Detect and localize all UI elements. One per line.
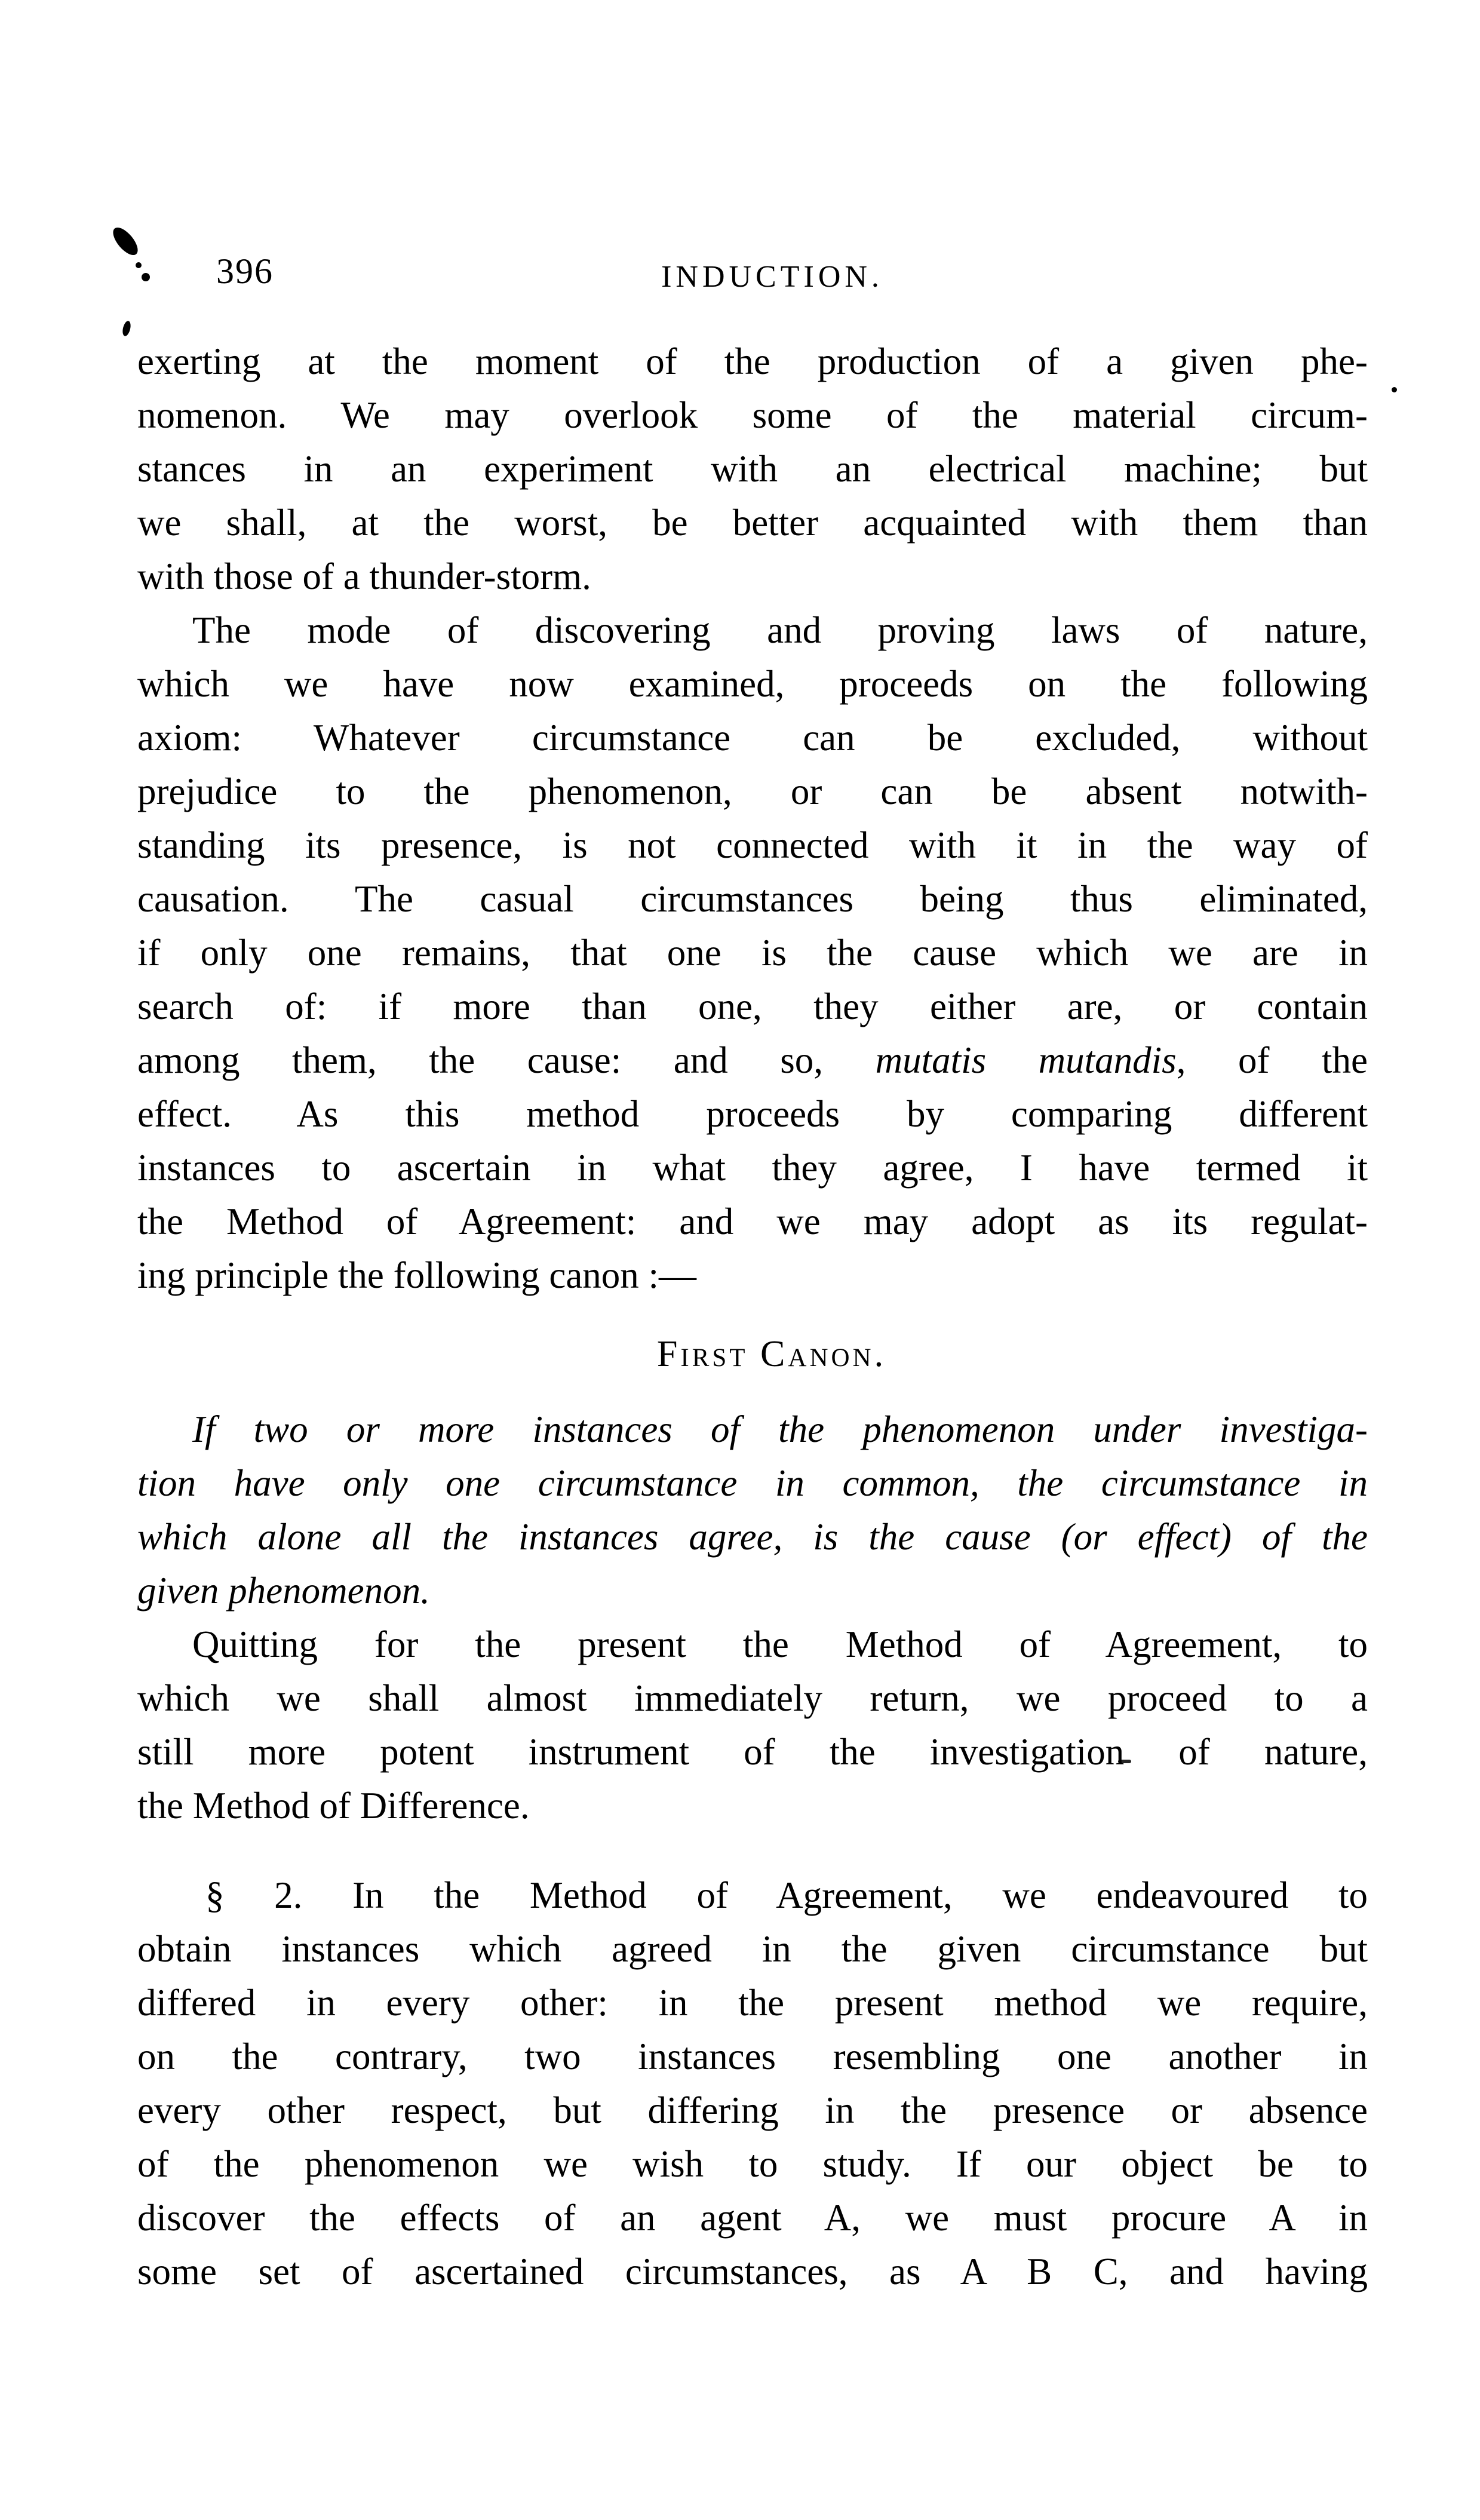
text-line: standing its presence, is not connected with it in the way of [137,824,1368,866]
text-line: If two or more instances of the phenomenon under investiga- [192,1408,1368,1450]
text-line: given phenomenon. [137,1570,430,1612]
text-line: Quitting for the present the Method of Agreement, to [192,1623,1368,1665]
canon-text [137,1402,1368,1617]
ink-speck [1392,387,1397,392]
text-line: axiom: Whatever circumstance can be excluded, without [137,717,1368,759]
text-line: tion have only one circumstance in common, the circumstance in [137,1462,1368,1504]
text-line: search of: if more than one, they either are, or contain [137,986,1368,1027]
text-line: of the phenomenon we wish to study. If our object be to [137,2143,1368,2185]
text-line: stances in an experiment with an electrical machine; but [137,448,1368,490]
paragraph-section-2 [137,1868,1368,2298]
text-line: exerting at the moment of the production of a given phe- [137,340,1368,382]
text-line: still more potent instrument of the investigation of nature, [137,1731,1368,1773]
paragraph-quitting [137,1617,1368,1833]
text-line: if only one remains, that one is the cause which we are in [137,932,1368,974]
running-head: INDUCTION. [661,260,883,294]
text-line: § 2. In the Method of Agreement, we endeavoured to [205,1874,1368,1916]
text-line: some set of ascertained circumstances, as A B C, and having [137,2251,1368,2292]
text-line: obtain instances which agreed in the given circumstance but [137,1928,1368,1970]
text-line: nomenon. We may overlook some of the material circum- [137,394,1368,436]
text-line: we shall, at the worst, be better acquainted with them than [137,502,1368,544]
text-line: prejudice to the phenomenon, or can be absent notwith- [137,771,1368,812]
text-line: causation. The casual circumstances being thus eliminated, [137,878,1368,920]
text-run-italic: mutatis mutandis [875,1039,1177,1081]
text-line: with those of a thunder-storm. [137,555,591,597]
canon-heading: First Canon. [656,1334,887,1374]
text-line: The mode of discovering and proving laws of nature, [192,609,1368,651]
text-line: ing principle the following canon :— [137,1254,697,1296]
text-line: instances to ascertain in what they agree, I have termed it [137,1147,1368,1189]
text-line: on the contrary, two instances resembling one another in [137,2036,1368,2077]
text-line: every other respect, but differing in the presence or absence [137,2089,1368,2131]
text-line [137,1033,1368,1087]
paragraph-axiom [137,603,1368,1302]
text-line: which we shall almost immediately return, we proceed to a [137,1677,1368,1719]
page-number: 396 [216,251,274,291]
text-line: the Method of Agreement: and we may adopt as its regulat- [137,1201,1368,1242]
text-line: differed in every other: in the present method we require, [137,1982,1368,2024]
text-line: discover the effects of an agent A, we must procure A in [137,2197,1368,2239]
text-run: , of the [1176,1039,1368,1081]
text-line: which alone all the instances agree, is the cause (or effect) of the [137,1516,1368,1558]
paragraph-opening [137,334,1368,603]
text-run: among them, the cause: and so, [137,1039,876,1081]
text-line: the Method of Difference. [137,1785,530,1827]
text-line: effect. As this method proceeds by comparing different [137,1093,1368,1135]
text-line: which we have now examined, proceeds on the following [137,663,1368,705]
